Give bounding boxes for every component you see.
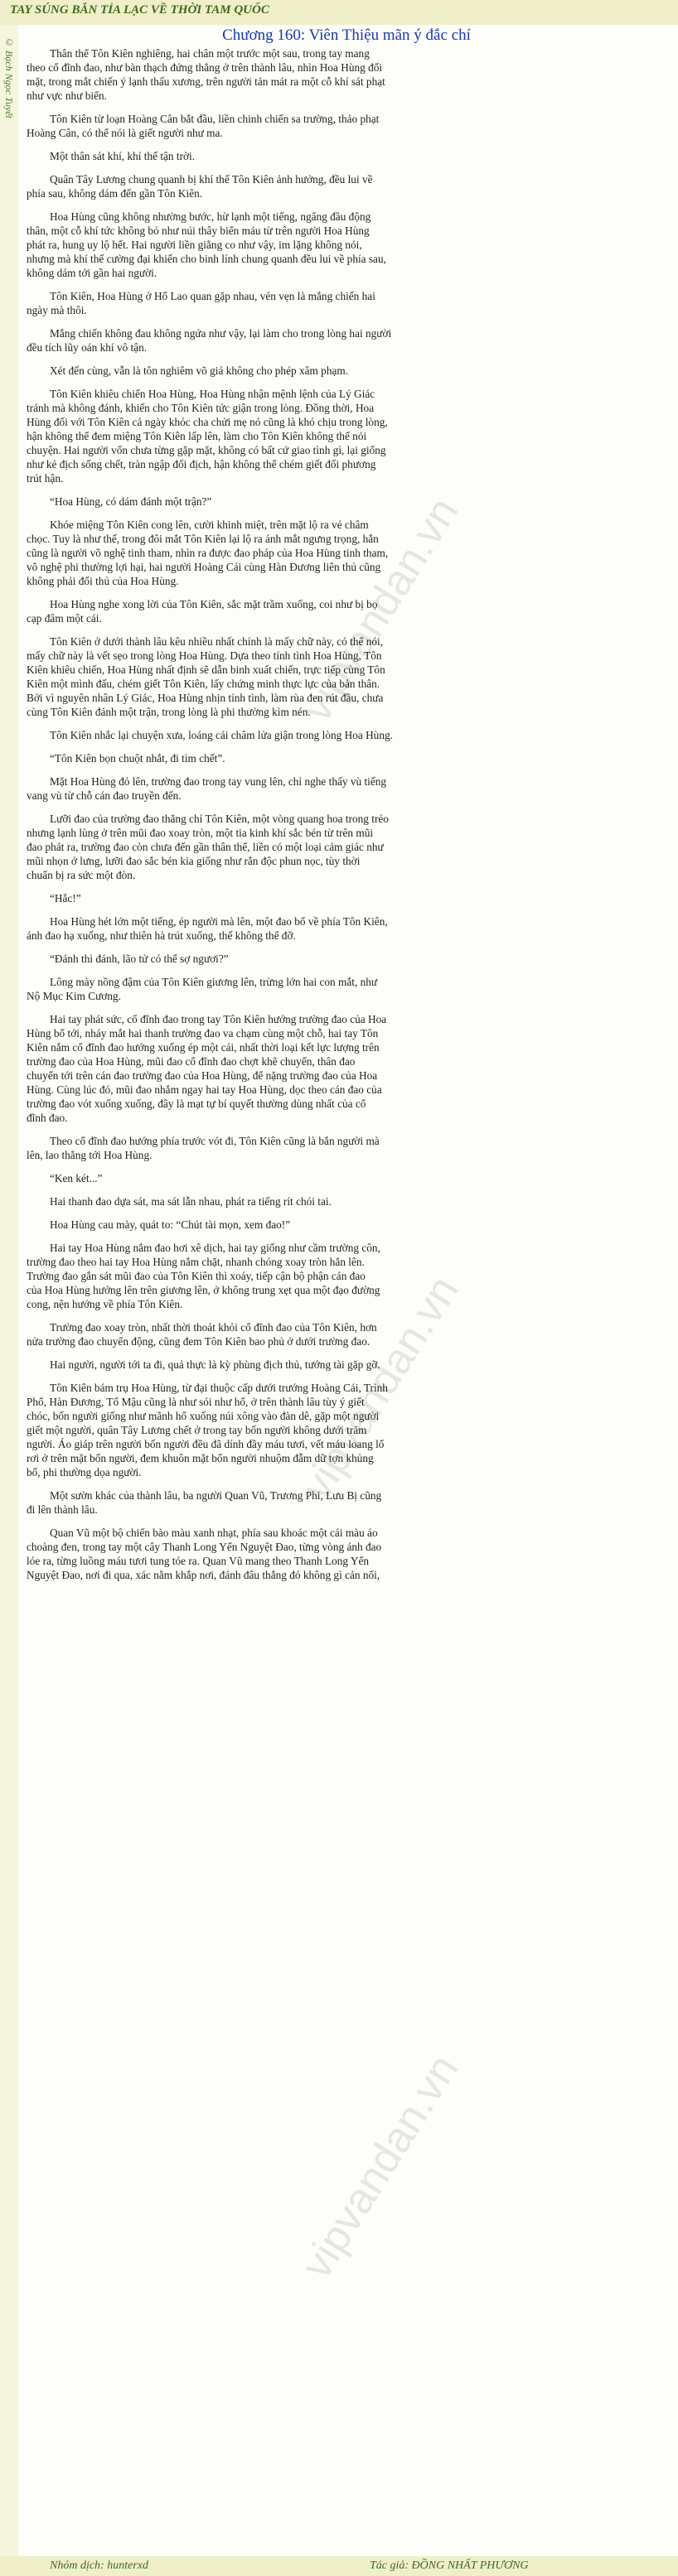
paragraph	[27, 1134, 666, 1162]
watermark-text: vipvandan.vn	[292, 2046, 468, 2288]
paragraph	[27, 728, 666, 742]
paragraph-line: Hoa Hùng cũng không nhường bước, hừ lạnh một tiếng, ngẩng đầu động	[50, 210, 371, 223]
paragraph-line: “Hoa Hùng, có dám đánh một trận?”	[50, 495, 212, 508]
paragraph-line: giết một người, quân Tây Lương chết ở trong tay bốn người không dưới trăm	[27, 1424, 367, 1436]
paragraph-line: “Đánh thì đánh, lão tử có thể sợ ngươi?”	[50, 953, 229, 965]
paragraph-line: đĩnh đao.	[27, 1112, 68, 1124]
paragraph-line: cong, nện hướng về phía Tôn Kiên.	[27, 1298, 183, 1310]
paragraph-line: Hai tay Hoa Hùng nắm đao hơi xê dịch, hai tay giống như cầm trường côn,	[50, 1242, 380, 1254]
paragraph-line: Quân Tây Lương chung quanh bị khí thế Tôn Kiên ảnh hưởng, đều lui về	[50, 173, 373, 186]
paragraph	[27, 149, 666, 163]
paragraph	[27, 210, 666, 280]
paragraph-line: lên, lao thẳng tới Hoa Hùng.	[27, 1149, 153, 1161]
paragraph-line: nhưng mà khí thế cường đại khiến cho binh lính chung quanh đều lui về phía sau,	[27, 253, 386, 265]
paragraph	[27, 112, 666, 140]
paragraph-line: mũi nhọn ở lưng, lưỡi đao sắc bén kia giống như rắn độc phun nọc, tùy thời	[27, 855, 361, 867]
paragraph-line: chuyện. Hai người vốn chưa từng gặp mặt, không có bất cứ giao tình gì, lại giống	[27, 444, 386, 456]
paragraph	[27, 751, 666, 765]
paragraph-line: cũng là người võ nghệ tinh tham, nhìn ra được đao pháp của Hoa Hùng tinh tham,	[27, 547, 389, 559]
paragraph-line: Tôn Kiên từ loạn Hoàng Cân bắt đầu, liền chinh chiến sa trường, thảo phạt	[50, 113, 380, 125]
watermark-text: vipvandan.vn	[292, 1267, 468, 1509]
paragraph	[27, 1241, 666, 1311]
paragraph-line: ánh đao hạ xuống, như thiên hà trút xuống, thế không thể đỡ.	[27, 929, 296, 942]
paragraph-line: đi lên thành lâu.	[27, 1503, 98, 1516]
paragraph-line: Thân thể Tôn Kiên nghiêng, hai chân một trước một sau, trong tay mang	[50, 47, 370, 60]
document-page	[18, 25, 678, 2556]
paragraph-line: theo cổ đĩnh đao, như bàn thạch đứng thẳng ở trên thành lâu, nhìn Hoa Hùng đối	[27, 61, 383, 74]
paragraph-line: Xét đến cùng, vẫn là tôn nghiêm võ giả không cho phép xâm phạm.	[50, 364, 349, 377]
paragraph	[27, 1171, 666, 1185]
paragraph-line: Hoa Hùng cau mày, quát to: “Chút tài mọn, xem đao!”	[50, 1218, 291, 1231]
paragraph-line: Nguyệt Đao, nơi đi qua, xác nằm khắp nơi, đánh đâu thắng đó không gì cản nổi,	[27, 1569, 380, 1581]
paragraph-line: Mắng chiến không đau không ngứa như vậy, lại làm cho trong lòng hai người	[50, 327, 392, 340]
paragraph-line: Hùng bổ tới, nháy mắt hai thanh trường đao va chạm cùng một chỗ, hai tay Tôn	[27, 1027, 379, 1040]
book-title: TAY SÚNG BẮN TỈA LẠC VỀ THỜI TAM QUỐC	[10, 3, 269, 17]
paragraph	[27, 634, 666, 719]
paragraph	[27, 289, 666, 317]
paragraph	[27, 46, 666, 103]
paragraph	[27, 387, 666, 485]
paragraph-line: trường đao của Hoa Hùng, mũi đao cổ đĩnh đao chợt khẽ chuyển, thân đao	[27, 1055, 356, 1068]
paragraph-line: chóc, bốn người giống như mãnh hổ xuống núi xông vào đàn dê, gặp một người	[27, 1410, 380, 1422]
paragraph-line: Hoa Hùng nghe xong lời của Tôn Kiên, sắc mặt trầm xuống, coi như bị bọ	[50, 598, 378, 610]
paragraph-line: trường đao vót xuống xuống, đây là mạt tự bí quyết thường dùng nhất của cổ	[27, 1097, 366, 1110]
paragraph-line: không dám tới gần hai người.	[27, 267, 157, 279]
paragraph	[27, 1218, 666, 1232]
paragraph-line: Hùng đối với Tôn Kiên cả ngày khóc cha chửi mẹ nó cũng là khó chịu trong lòng,	[27, 416, 388, 428]
paragraph-line: trút hận.	[27, 472, 64, 485]
paragraph-line: Lưỡi đao của trường đao thẳng chỉ Tôn Kiên, một vòng quang hoa trong trẻo	[50, 813, 389, 825]
paragraph-line: Tôn Kiên khiêu chiến Hoa Hùng, Hoa Hùng nhận mệnh lệnh của Lý Giác	[50, 388, 375, 400]
paragraph-line: rơi ở trên mặt bốn người, đem khuôn mặt bốn người nhuộm đẫm dữ tợn khủng	[27, 1452, 374, 1464]
paragraph-line: Tôn Kiên nhắc lại chuyện xưa, loáng cái châm lửa giận trong lòng Hoa Hùng.	[50, 729, 393, 741]
paragraph-line: tránh mà không đánh, khiến cho Tôn Kiên tức giận trong lòng. Đồng thời, Hoa	[27, 402, 375, 414]
paragraph	[27, 364, 666, 378]
paragraph-line: đều tích lũy oán khí vô tận.	[27, 341, 148, 354]
page-header	[0, 0, 678, 25]
paragraph-line: chọc. Tuy là như thế, trong đôi mắt Tôn Kiên lại lộ ra ánh mắt ngưng trọng, hắn	[27, 533, 379, 545]
paragraph-line: người. Áo giáp trên người bốn người đều đã dính đầy máu tươi, vết máu loang lổ	[27, 1438, 385, 1450]
paragraph	[27, 1488, 666, 1517]
paragraph	[27, 914, 666, 943]
paragraph	[27, 1012, 666, 1125]
paragraph-line: của Hoa Hùng hướng lên trên giương lên, ở không trung xẹt qua một đạo đường	[27, 1284, 380, 1296]
chapter-content	[27, 25, 666, 1591]
paragraph	[27, 952, 666, 966]
paragraph-line: Hai người, người tới ta đi, quả thực là kỳ phùng địch thủ, tướng tài gặp gỡ.	[50, 1358, 380, 1371]
paragraph-line: thân, một cỗ khí tức không bỏ như núi thây biển máu từ trên người Hoa Hùng	[27, 224, 370, 237]
translator-credit: Nhóm dịch: hunterxd	[50, 2559, 148, 2572]
paragraph	[27, 975, 666, 1003]
paragraph-line: chuẩn bị ra sức một đòn.	[27, 869, 136, 881]
paragraph-line: Một sườn khác của thành lâu, ba người Quan Vũ, Trương Phi, Lưu Bị cũng	[50, 1489, 382, 1502]
paragraph	[27, 891, 666, 905]
paragraph-line: Tôn Kiên, Hoa Hùng ở Hổ Lao quan gặp nhau, vén vẹn là mắng chiến hai	[50, 290, 375, 302]
paragraph-line: mấy chữ này là vết sẹo trong lòng Hoa Hùng. Dựa theo tính tình Hoa Hùng, Tôn	[27, 649, 382, 662]
chapter-title: Chương 160: Viên Thiệu mãn ý đắc chí	[222, 27, 471, 44]
paragraph-line: Hai tay phát sức, cổ đĩnh đao trong tay Tôn Kiên hướng trường đao của Hoa	[50, 1013, 387, 1025]
paragraph-line: võ nghệ phi thường lợi hại, hai người Hoàng Cái cùng Hàn Đương liên thủ cũng	[27, 561, 381, 573]
paragraph	[27, 774, 666, 803]
paragraph-line: “Ken két...”	[50, 1172, 103, 1184]
paragraph-line: ngày mà thôi.	[27, 304, 87, 316]
paragraph-line: Nộ Mục Kim Cương.	[27, 990, 121, 1002]
paragraph-line: Kiên nắm cổ đĩnh đao hướng xuống ép một cái, nhất thời loại kết lực lượng trên	[27, 1041, 380, 1054]
paragraph	[27, 597, 666, 625]
paragraph-line: Hoàng Cân, có thể nói là giết người như ma.	[27, 127, 223, 139]
paragraph-line: lóe ra, từng luồng máu tươi tung tóe ra. Quan Vũ mang theo Thanh Long Yển	[27, 1555, 370, 1567]
paragraph-line: Hùng. Cùng lúc đó, mũi đao nhắm ngay hai tay Hoa Hùng, dọc theo cán đao của	[27, 1083, 382, 1096]
paragraph-line: nửa trường đao chuyển động, cũng đem Tôn Kiên bao phủ ở dưới trường đao.	[27, 1335, 370, 1348]
paragraph-line: Trường đao gắn sát mũi đao của Tôn Kiên thì xoáy, tiếp cận bộ phận cán đao	[27, 1270, 366, 1282]
paragraph	[27, 1381, 666, 1479]
paragraph-line: Khóe miệng Tôn Kiên cong lên, cười khinh miệt, trên mặt lộ ra vẻ châm	[50, 519, 369, 531]
paragraph-line: không phải đối thủ của Hoa Hùng.	[27, 575, 179, 587]
paragraph-line: Mặt Hoa Hùng đỏ lên, trường đao trong tay vung lên, chỉ nghe thấy vù tiếng	[50, 775, 387, 788]
paragraph-line: Kiên khiêu chiến, Hoa Hùng nhất định sẽ dẫn binh xuất chiến, trực tiếp cùng Tôn	[27, 663, 385, 676]
paragraph-line: chuyển tới trên cán đao trường đao của Hoa Hùng, để nặng trường đao của Hoa	[27, 1069, 378, 1082]
paragraph	[27, 1358, 666, 1372]
paragraph-line: choàng đen, trong tay một cây Thanh Long Yển Nguyệt Đao, từng vòng ánh đao	[27, 1541, 382, 1553]
paragraph	[27, 1526, 666, 1582]
paragraph-line: như vực như biển.	[27, 89, 107, 102]
paragraph-line: nhưng lạnh lùng ở trên mũi đao xoay tròn, một tia kinh khí sắc bén từ trên mũi	[27, 827, 374, 839]
paragraph	[27, 172, 666, 200]
paragraph-line: Tôn Kiên bám trụ Hoa Hùng, từ đại thuộc cấp dưới trướng Hoàng Cái, Trình	[50, 1382, 388, 1394]
page-footer	[0, 2556, 678, 2576]
paragraph-line: Hai thanh đao dựa sát, ma sát lẫn nhau, phát ra tiếng rít chói tai.	[50, 1195, 332, 1208]
paragraph-line: cạp đâm một cái.	[27, 612, 102, 625]
paragraph-line: Kiên một mình đấu, chém giết Tôn Kiên, lấy chứng minh thực lực của bản thân.	[27, 678, 380, 690]
paragraph-line: Lông mày nồng đậm của Tôn Kiên giương lên, trừng lớn hai con mắt, như	[50, 976, 378, 988]
paragraph-line: Theo cổ đĩnh đao hướng phía trước vót đi, Tôn Kiên cũng là bắn người mà	[50, 1135, 380, 1147]
paragraph-line: phía sau, không dám đến gần Tôn Kiên.	[27, 187, 203, 200]
author-credit: Tác giả: ĐỒNG NHẤT PHƯƠNG	[370, 2559, 529, 2572]
paragraph-line: Tôn Kiên ở dưới thành lâu kêu nhiều nhất chính là mấy chữ này, có thể nói,	[50, 635, 384, 648]
paragraph-line: “Tôn Kiên bọn chuột nhắt, đi tìm chết”.	[50, 752, 225, 765]
paragraph-line: vang vù từ chỗ cán đao truyền đến.	[27, 789, 182, 802]
paragraph-line: Phổ, Hàn Đương, Tổ Mậu cũng là như sói như hổ, ở trên thành lâu tùy ý giết	[27, 1396, 365, 1408]
paragraph-line: Hoa Hùng hét lớn một tiếng, ép người mà lên, một đao bổ về phía Tôn Kiên,	[50, 915, 388, 928]
paragraph	[27, 1320, 666, 1348]
paragraph-line: phát ra, hung uy lộ hết. Hai người liền giằng co như vậy, im lặng không nói,	[27, 239, 362, 251]
paragraph	[27, 494, 666, 509]
paragraph-line: như kẻ địch sống chết, tràn ngập đối địch, hận không thể chém giết đối phương	[27, 458, 376, 470]
paragraph-line: Một thân sát khí, khí thế tận trời.	[50, 150, 196, 162]
paragraph-list	[27, 46, 666, 1582]
paragraph-line: Bởi vì nguyên nhân Lý Giác, Hoa Hùng nhịn tính tình, làm rùa đen rút đầu, chưa	[27, 692, 384, 704]
paragraph-line: “Hắc!”	[50, 892, 81, 904]
paragraph-line: Trường đao xoay tròn, nhất thời thoát khỏi cổ đĩnh đao của Tôn Kiên, hơn	[50, 1321, 377, 1334]
paragraph-line: trường đao theo hai tay Hoa Hùng nắm chặt, nhanh chóng xoay tròn hẳn lên.	[27, 1256, 365, 1268]
paragraph-line: bố, phi thường dọa người.	[27, 1466, 142, 1479]
paragraph	[27, 812, 666, 882]
copyright-caption: © Bạch Ngọc Tuyết	[3, 36, 15, 118]
watermark-text: vipvandan.vn	[292, 489, 468, 731]
paragraph-line: cùng Tôn Kiên đánh một trận, trong lòng là phi thường kìm nén.	[27, 706, 311, 718]
paragraph-line: hận không thể đem miệng Tôn Kiên lấp lên, làm cho Tôn Kiên không thể nói	[27, 430, 367, 442]
paragraph-line: mặt, trong mắt chiến ý lạnh thấu xương, trên người tản mát ra một cỗ khí sát phạt	[27, 75, 385, 88]
paragraph	[27, 518, 666, 588]
paragraph-line: đao phát ra, trường đao còn chưa đến gần thân thể, liền có một loại cảm giác như	[27, 841, 384, 853]
paragraph	[27, 1194, 666, 1208]
paragraph	[27, 326, 666, 355]
paragraph-line: Quan Vũ một bộ chiến bào màu xanh nhạt, phía sau khoác một cái màu áo	[50, 1527, 378, 1539]
